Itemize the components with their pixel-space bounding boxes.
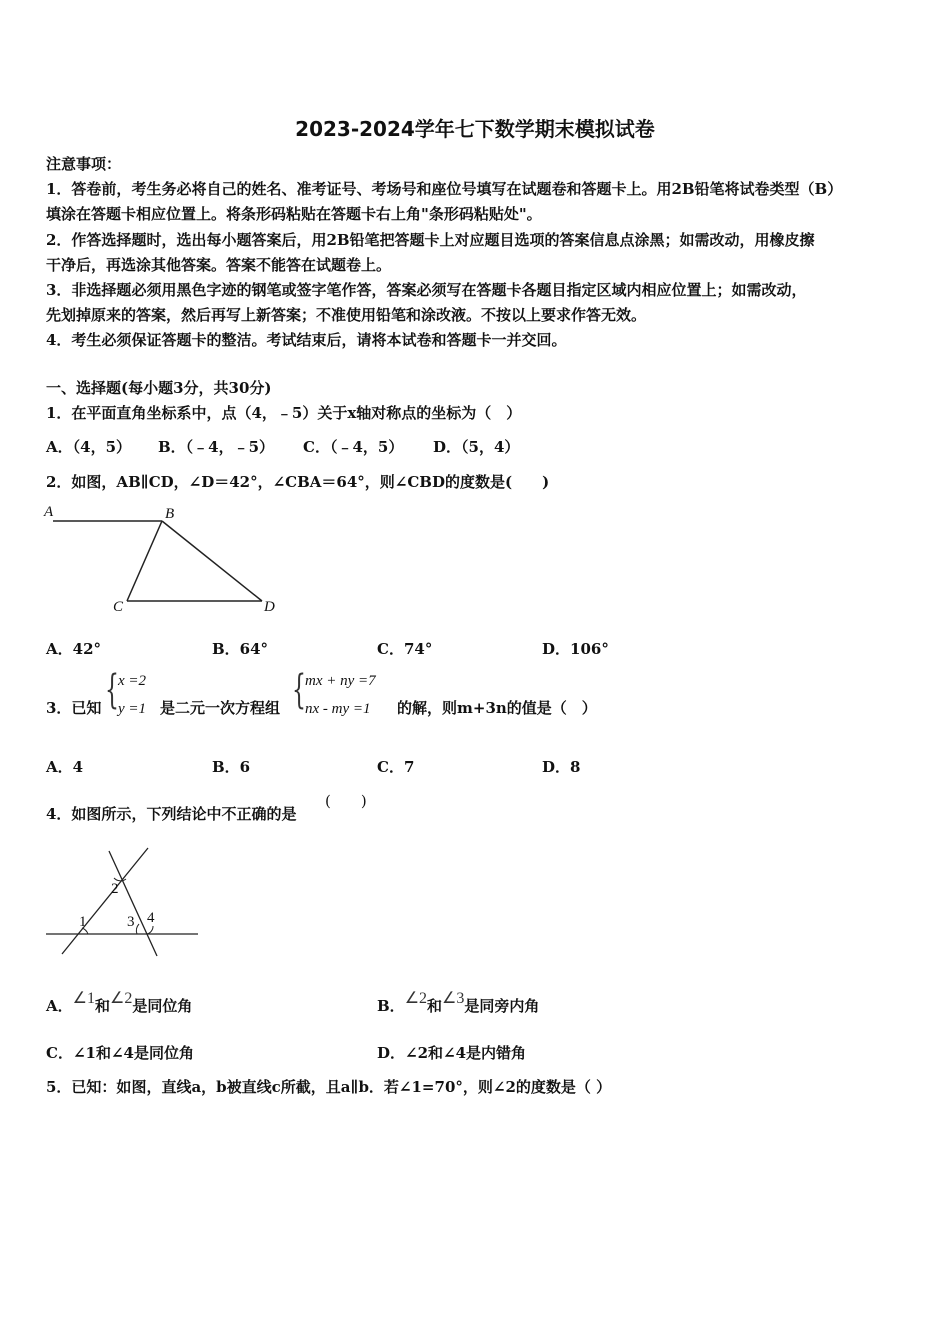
q4-b-prefix: B． xyxy=(377,997,405,1015)
q3-system1-line1: x =2 xyxy=(118,673,147,689)
q3-system2-line2: nx - my =1 xyxy=(305,701,371,717)
q2-stem: 2．如图，AB∥CD，∠D＝42°，∠CBA＝64°，则∠CBD的度数是( ) xyxy=(46,473,550,491)
notice-line-4: 干净后，再选涂其他答案。答案不能答在试题卷上。 xyxy=(46,256,392,274)
q3-brace-2: { xyxy=(292,667,306,713)
notice-line-7: 4．考生必须保证答题卡的整洁。考试结束后，请将本试卷和答题卡一并交回。 xyxy=(46,331,567,349)
q4-a-prefix: A． xyxy=(46,997,73,1015)
q3-option-b: B．6 xyxy=(212,758,251,776)
q3-suffix: 的解，则m+3n的值是（ ） xyxy=(397,699,597,717)
q4-option-b xyxy=(377,990,540,1016)
q2-label-b: B xyxy=(165,506,175,522)
q2-option-c: C．74° xyxy=(377,640,433,658)
q4-b-angle-2: ∠3 xyxy=(442,990,465,1007)
notice-line-6: 先划掉原来的答案，然后再写上新答案；不准使用铅笔和涂改液。不按以上要求作答无效。 xyxy=(46,306,647,324)
q4-label-4: 4 xyxy=(147,910,155,926)
q1-option-b: B．（﹣4，﹣5） xyxy=(158,438,275,456)
angle-arc-4 xyxy=(147,926,153,934)
q3-prefix: 3．已知 xyxy=(46,699,102,717)
q4-option-d: D．∠2和∠4是内错角 xyxy=(377,1044,527,1062)
q4-figure xyxy=(40,840,210,960)
q4-label-3: 3 xyxy=(127,914,135,930)
angle-arc-3 xyxy=(136,924,139,934)
q3-system1-line2: y =1 xyxy=(118,701,147,717)
q4-paren: ( ) xyxy=(325,792,367,810)
q2-figure xyxy=(40,500,290,620)
q4-b-and: 和 xyxy=(427,997,443,1015)
q4-a-angle-1: ∠1 xyxy=(72,990,95,1007)
notice-line-5: 3．非选择题必须用黑色字迹的钢笔或签字笔作答，答案必须写在答题卡各题目指定区域内相应位置上；如需改动， xyxy=(46,281,807,299)
q4-label-1: 1 xyxy=(79,914,87,930)
line-bd xyxy=(162,521,262,601)
q2-label-a: A xyxy=(44,504,54,520)
slant-line-left xyxy=(62,848,148,954)
notice-line-2: 填涂在答题卡相应位置上。将条形码粘贴在答题卡右上角"条形码粘贴处"。 xyxy=(46,205,542,223)
q2-label-c: C xyxy=(113,599,124,615)
q3-system2-line1: mx + ny =7 xyxy=(305,673,376,689)
q4-a-suffix: 是同位角 xyxy=(132,997,193,1015)
q4-option-c: C．∠1和∠4是同位角 xyxy=(46,1044,194,1062)
q2-label-d: D xyxy=(264,599,275,615)
section-heading: 一、选择题(每小题3分，共30分) xyxy=(46,379,272,397)
page-title: 2023-2024学年七下数学期末模拟试卷 xyxy=(295,117,655,141)
notice-line-1: 1．答卷前，考生务必将自己的姓名、准考证号、考场号和座位号填写在试题卷和答题卡上。用2B铅笔将试卷类型（B） xyxy=(46,180,843,198)
q2-option-a: A．42° xyxy=(46,640,102,658)
q3-brace-1: { xyxy=(105,667,119,713)
q4-label-2: 2 xyxy=(111,881,119,897)
q4-diagram xyxy=(40,840,210,960)
q4-b-suffix: 是同旁内角 xyxy=(464,997,540,1015)
q1-option-c: C．（﹣4，5） xyxy=(303,438,404,456)
q4-b-angle-1: ∠2 xyxy=(404,990,428,1007)
q4-a-and: 和 xyxy=(94,997,110,1015)
q1-stem: 1．在平面直角坐标系中，点（4，﹣5）关于x轴对称点的坐标为（ ） xyxy=(46,404,522,422)
line-bc xyxy=(127,521,162,601)
q4-option-a xyxy=(46,990,193,1016)
q5-stem: 5．已知：如图，直线a，b被直线c所截，且a∥b．若∠1=70°，则∠2的度数是（ ） xyxy=(46,1078,612,1096)
q3-option-d: D．8 xyxy=(542,758,581,776)
q4-stem: 4．如图所示，下列结论中不正确的是 xyxy=(46,805,297,823)
notice-line-3: 2．作答选择题时，选出每小题答案后，用2B铅笔把答题卡上对应题目选项的答案信息点涂黑；如需改动，用橡皮擦 xyxy=(46,231,815,249)
q3-middle: 是二元一次方程组 xyxy=(160,699,281,717)
q1-option-a: A．（4，5） xyxy=(46,438,132,456)
q3-option-a: A．4 xyxy=(46,758,84,776)
q3-option-c: C．7 xyxy=(377,758,415,776)
q2-option-d: D．106° xyxy=(542,640,609,658)
q2-option-b: B．64° xyxy=(212,640,269,658)
q1-option-d: D．（5，4） xyxy=(433,438,520,456)
q4-a-angle-2: ∠2 xyxy=(110,990,133,1007)
notice-heading: 注意事项： xyxy=(46,155,122,173)
